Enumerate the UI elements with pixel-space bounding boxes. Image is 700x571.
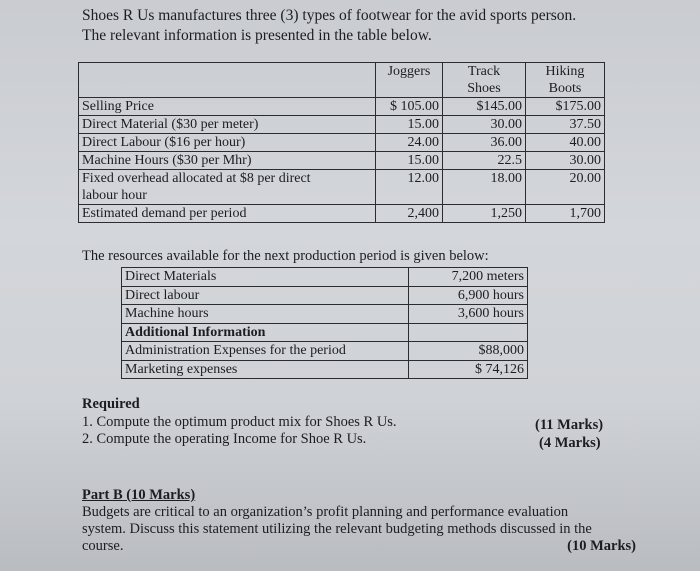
row-label: Selling Price (79, 98, 376, 116)
row-label-line-2: labour hour (82, 188, 147, 203)
row-label-line-1: Fixed overhead allocated at $8 per direct (82, 171, 311, 186)
part-b-title: Part B (10 Marks) (82, 487, 196, 503)
row-joggers-value: 15.00 (376, 116, 443, 134)
part-b-marks: (10 Marks) (567, 538, 636, 554)
table-row (122, 360, 528, 379)
row-label: Direct Labour ($16 per hour) (79, 134, 376, 152)
resource-value: 7,200 meters (409, 268, 528, 287)
resource-label: Machine hours (122, 305, 409, 324)
table-row (122, 342, 528, 361)
resources-table (121, 267, 528, 379)
row-track-value: 30.00 (443, 116, 526, 134)
marks-item-2: (4 Marks) (539, 434, 601, 451)
header-joggers-label: Joggers (387, 64, 431, 79)
table-row (79, 116, 605, 134)
required-title: Required (82, 396, 140, 412)
table-row (122, 268, 528, 287)
part-b-line-2: system. Discuss this statement utilizing the relevant budgeting methods discussed in the (82, 521, 592, 537)
header-joggers (376, 63, 443, 98)
resource-label: Direct Materials (122, 268, 409, 287)
product-cost-table (78, 62, 605, 223)
table-row (79, 152, 605, 170)
table-header-row (79, 63, 605, 98)
resource-value: 3,600 hours (409, 305, 528, 324)
row-hiking-value: 1,700 (526, 205, 605, 223)
part-b-section (82, 487, 642, 555)
required-section (82, 396, 397, 449)
row-label: Estimated demand per period (79, 205, 376, 223)
resource-value: 6,900 hours (409, 286, 528, 305)
resource-label: Direct labour (122, 286, 409, 305)
table-row (79, 170, 605, 205)
row-track-value: 1,250 (443, 205, 526, 223)
table-row (122, 323, 528, 342)
header-track-shoes (443, 63, 526, 98)
part-b-line-1: Budgets are critical to an organization’s profit planning and performance evaluation (82, 504, 569, 520)
row-label: Machine Hours ($30 per Mhr) (79, 152, 376, 170)
resource-label: Administration Expenses for the period (122, 342, 409, 361)
resource-value (409, 323, 528, 342)
header-empty-cell (79, 63, 376, 98)
row-hiking-value: 20.00 (526, 170, 605, 205)
row-joggers-value: 15.00 (376, 152, 443, 170)
header-hiking-line-1: Hiking (545, 64, 585, 79)
table-row (79, 134, 605, 152)
intro-line-1: Shoes R Us manufactures three (3) types of footwear for the avid sports person. (82, 7, 577, 24)
row-track-value: 18.00 (443, 170, 526, 205)
header-track-line-2: Shoes (467, 81, 501, 96)
part-b-line-3: course. (82, 538, 124, 554)
header-hiking-line-2: Boots (548, 81, 582, 96)
resource-label: Marketing expenses (122, 360, 409, 379)
row-track-value: $145.00 (443, 98, 526, 116)
row-joggers-value: 12.00 (376, 170, 443, 205)
table-row (122, 286, 528, 305)
required-marks (535, 417, 603, 452)
marks-item-1: (11 Marks) (535, 417, 604, 433)
resource-value: $ 74,126 (409, 360, 528, 379)
part-b-line-3-row (82, 538, 642, 555)
row-track-value: 22.5 (443, 152, 526, 170)
row-track-value: 36.00 (443, 134, 526, 152)
row-hiking-value: 40.00 (526, 134, 605, 152)
intro-text (82, 6, 576, 46)
resource-value: $88,000 (409, 342, 528, 361)
row-joggers-value: 2,400 (376, 205, 443, 223)
required-item-2: 2. Compute the operating Income for Shoe R Us. (82, 431, 367, 447)
header-hiking-boots (526, 63, 605, 98)
additional-information-heading: Additional Information (122, 323, 409, 342)
table-row (122, 305, 528, 324)
row-hiking-value: 37.50 (526, 116, 605, 134)
row-hiking-value: $175.00 (526, 98, 605, 116)
header-track-line-1: Track (467, 64, 501, 79)
row-hiking-value: 30.00 (526, 152, 605, 170)
required-item-1: 1. Compute the optimum product mix for Shoes R Us. (82, 413, 397, 430)
row-joggers-value: $ 105.00 (376, 98, 443, 116)
table-row (79, 98, 605, 116)
table-row (79, 205, 605, 223)
row-label (79, 170, 376, 205)
resources-title: The resources available for the next production period is given below: (82, 248, 489, 264)
intro-line-2: The relevant information is presented in the table below. (82, 27, 432, 44)
row-joggers-value: 24.00 (376, 134, 443, 152)
row-label: Direct Material ($30 per meter) (79, 116, 376, 134)
